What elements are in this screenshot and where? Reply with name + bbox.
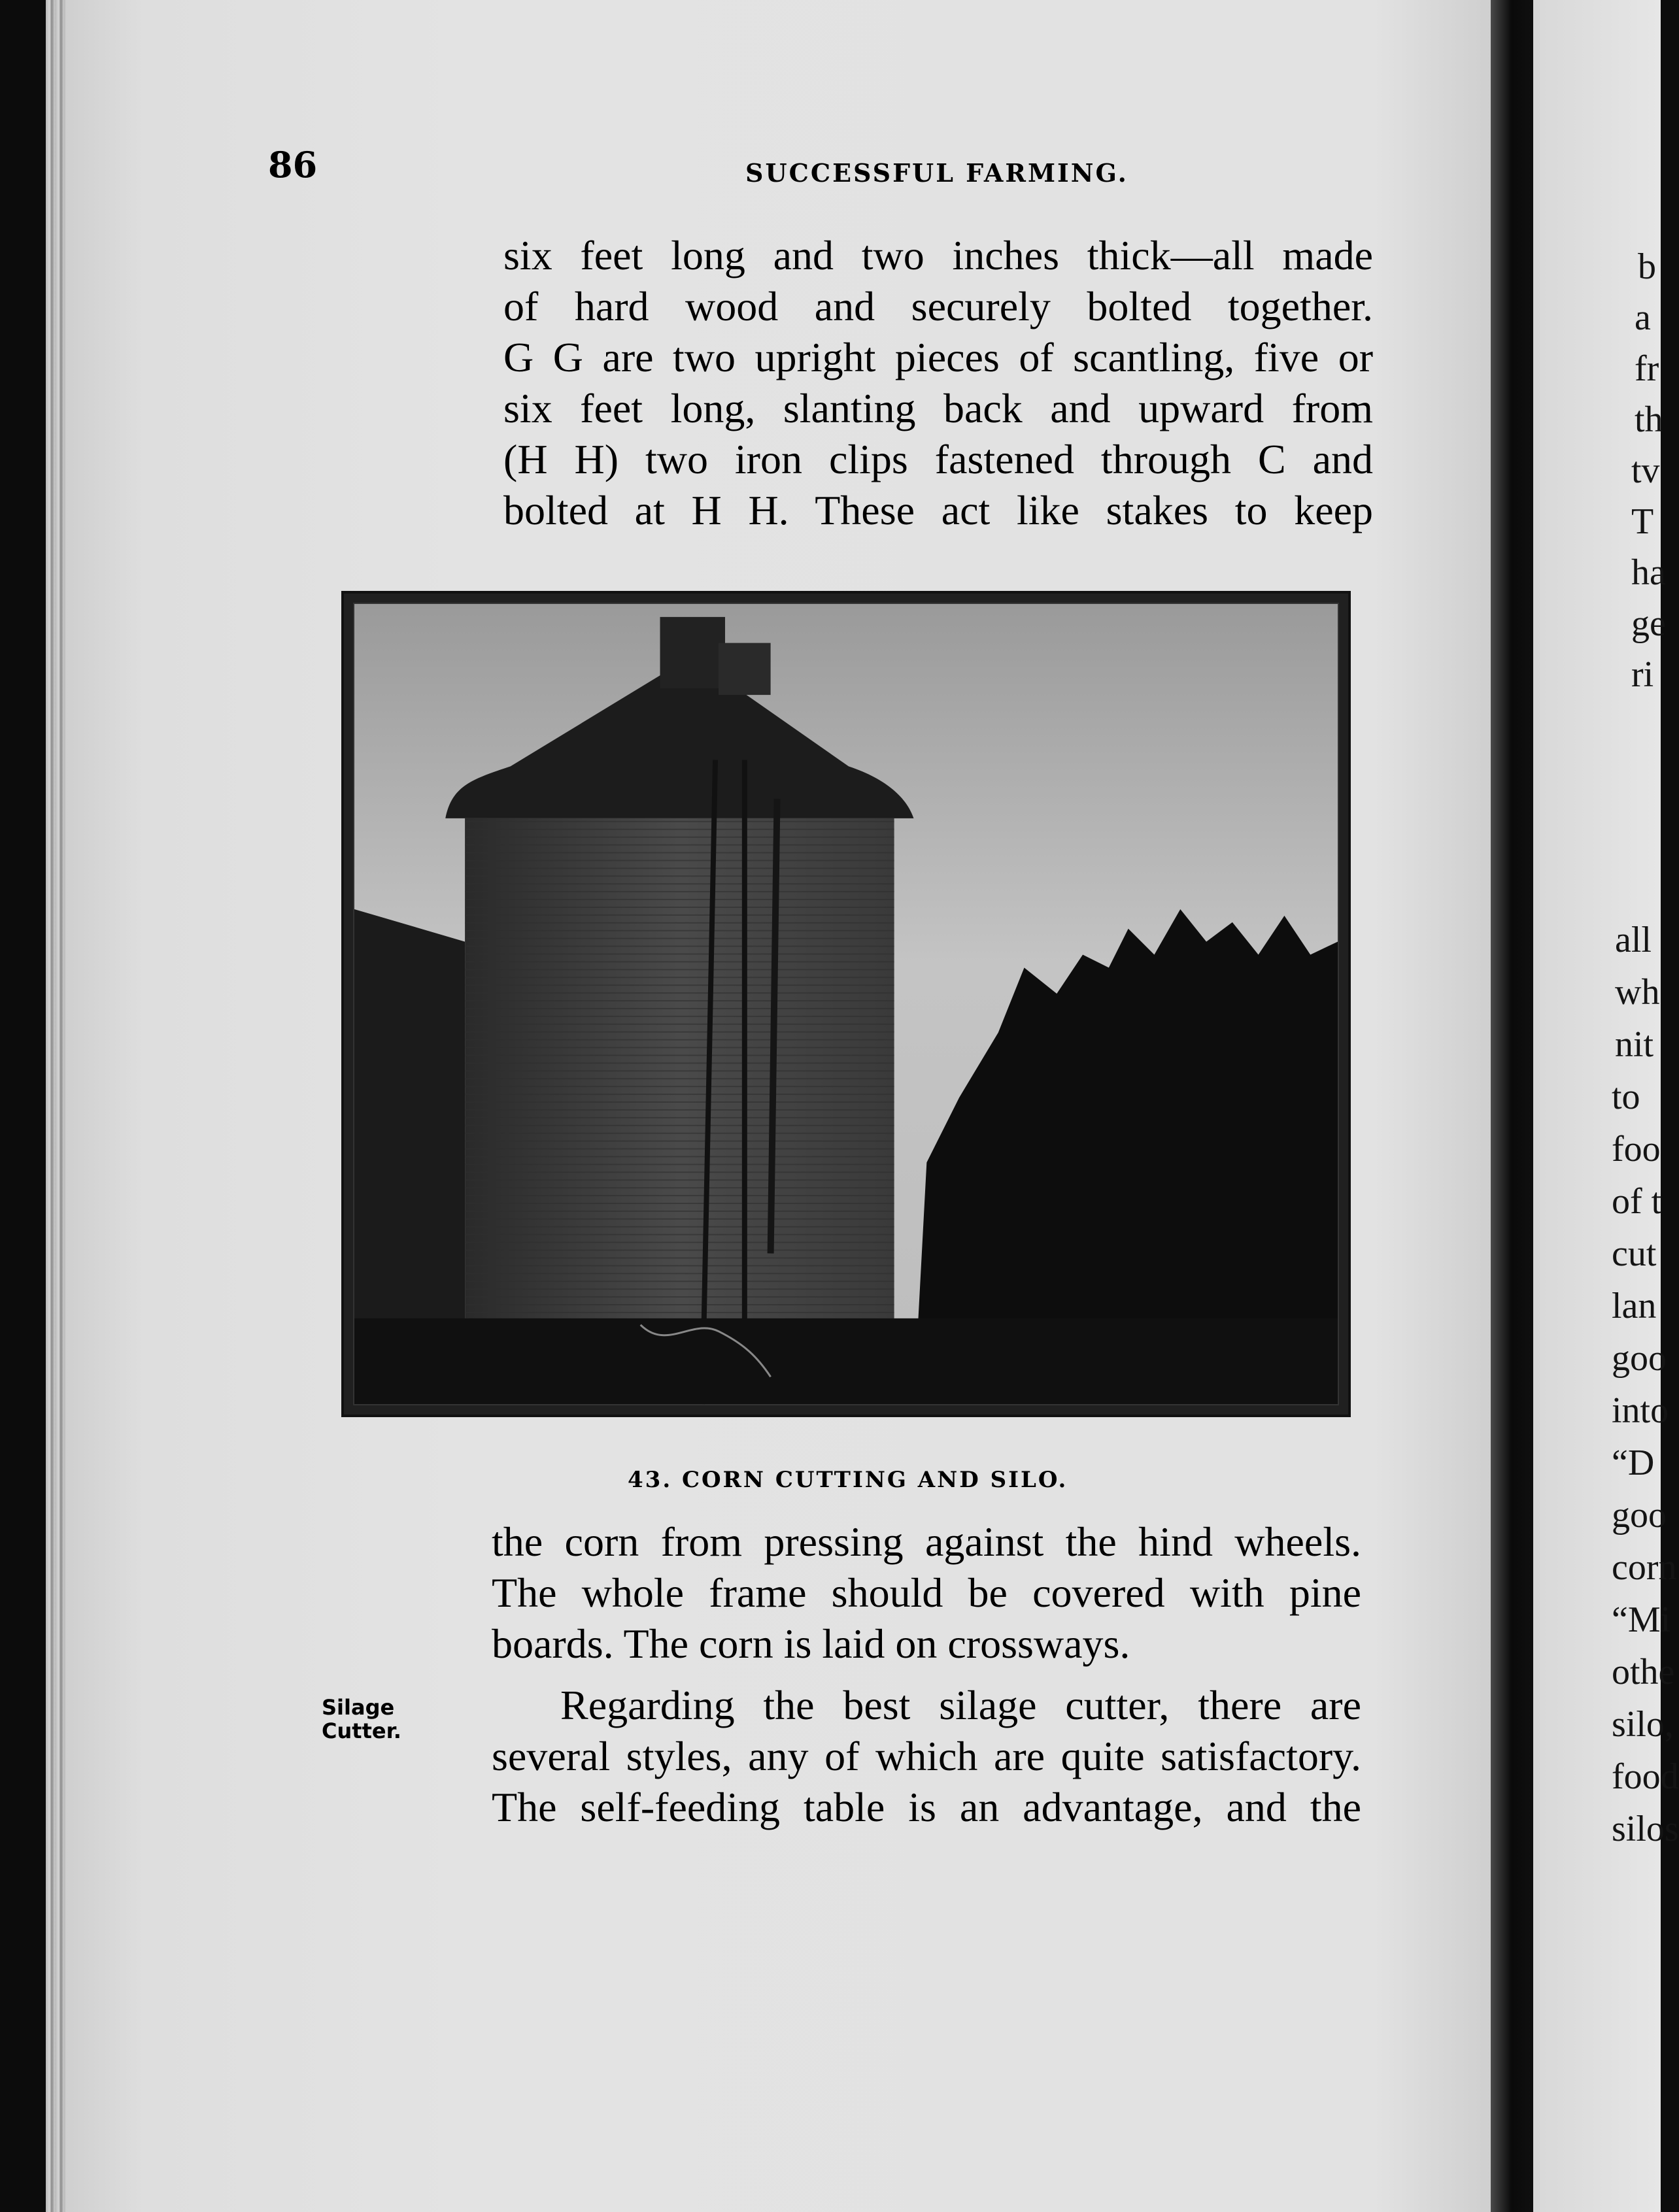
figure-caption: 43. CORN CUTTING AND SILO. — [628, 1467, 1068, 1493]
text-line: six feet long and two inches thick—all made — [503, 232, 1373, 278]
text-line: (H H) two iron clips fastened through C and — [503, 436, 1373, 482]
paragraph-1 — [503, 230, 1373, 536]
facing-text: a — [1635, 297, 1651, 338]
text-line: boards. The corn is laid on crossways. — [492, 1620, 1130, 1667]
facing-text: to — [1612, 1077, 1640, 1117]
text-line: Regarding the best silage cutter, there are — [560, 1682, 1361, 1728]
facing-text: wh — [1615, 972, 1660, 1013]
facing-page — [1533, 0, 1679, 2212]
facing-text: goo — [1612, 1338, 1667, 1379]
facing-text: foo — [1612, 1129, 1661, 1169]
facing-text: ha — [1631, 552, 1666, 593]
text-line: the corn from pressing against the hind wheels. — [492, 1518, 1361, 1565]
facing-text: into — [1612, 1390, 1669, 1431]
facing-text: lan — [1612, 1286, 1657, 1326]
facing-text: all — [1615, 920, 1652, 960]
facing-text: silos — [1612, 1809, 1679, 1849]
text-line: several styles, any of which are quite satisfactory. — [492, 1733, 1361, 1779]
facing-text: th — [1635, 399, 1663, 440]
facing-text: tv — [1631, 450, 1660, 491]
photo-frame — [353, 603, 1339, 1405]
paragraph-2 — [492, 1517, 1361, 1669]
margin-note-line: Silage — [322, 1695, 395, 1720]
facing-text: ri — [1631, 654, 1654, 695]
facing-text: corn — [1612, 1547, 1677, 1588]
margin-note — [322, 1696, 401, 1743]
page-number: 86 — [268, 144, 318, 186]
cupola — [660, 617, 725, 688]
silo-photograph — [341, 591, 1351, 1417]
facing-text: T — [1631, 501, 1654, 542]
facing-text: silo, — [1612, 1704, 1674, 1745]
paragraph-3 — [492, 1680, 1361, 1833]
facing-text: b — [1638, 246, 1656, 287]
text-line: six feet long, slanting back and upward from — [503, 385, 1373, 431]
facing-text: cut — [1612, 1233, 1657, 1274]
text-line: G G are two upright pieces of scantling, five or — [503, 334, 1373, 380]
text-line: of hard wood and securely bolted together. — [503, 283, 1373, 329]
text-line: The whole frame should be covered with pine — [492, 1569, 1361, 1616]
facing-text: fr — [1635, 348, 1659, 389]
facing-text: of t — [1612, 1181, 1662, 1222]
text-line: bolted at H H. These act like stakes to keep — [503, 487, 1373, 533]
facing-text: “D — [1612, 1443, 1655, 1483]
facing-text: nit — [1615, 1024, 1654, 1065]
foreground — [354, 1318, 1338, 1404]
facing-text: ge — [1631, 603, 1666, 644]
text-line: The self-feeding table is an advantage, and the — [492, 1784, 1361, 1830]
silo-illustration — [354, 604, 1338, 1404]
facing-text: goo — [1612, 1495, 1667, 1535]
facing-text: “Mi — [1612, 1600, 1671, 1640]
margin-note-line: Cutter. — [322, 1718, 401, 1743]
facing-text: food — [1612, 1756, 1679, 1797]
facing-text: othe — [1612, 1652, 1675, 1692]
running-head: SUCCESSFUL FARMING. — [745, 158, 1128, 188]
